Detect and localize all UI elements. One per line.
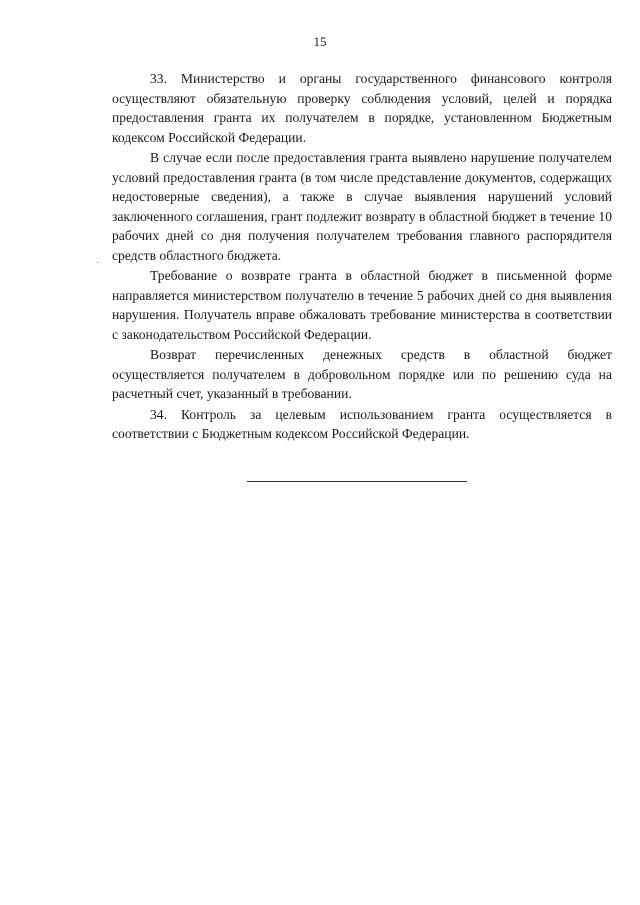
paragraph-34-control: 34. Контроль за целевым использованием гранта осуществляется в соответствии с Бюджетным кодексом Российской Федерации. [112, 406, 612, 441]
paragraph-grant-violation: В случае если после предоставления гранта выявлено нарушение получателем условий предоставления гранта (в том числе представление документов, содержащих недостоверные сведения), а также в случае выявления нарушений условий заключенного соглашения, грант подлежит возврату в областной бюджет в течение 10 рабочих дней со дня получения получателем требования главного распорядителя средств областного бюджета. [112, 150, 612, 263]
page-number: 15 [313, 34, 327, 49]
paragraph-33-inspection: 33. Министерство и органы государственного финансового контроля осуществляют обязательную проверку соблюдения условий, целей и порядка предоставления гранта их получателем в порядке, установленном Бюджетным кодексом Российской Федерации. [112, 71, 612, 145]
scan-speck [97, 262, 98, 263]
paragraph-refund-procedure: Возврат перечисленных денежных средств в областной бюджет осуществляется получателем в добровольном порядке или по решению суда на расчетный счет, указанный в требовании. [112, 347, 612, 401]
end-of-document-line [247, 481, 467, 482]
paragraph-return-demand: Требование о возврате гранта в областной бюджет в письменной форме направляется министерством получателю в течение 5 рабочих дней со дня выявления нарушения. Получатель вправе обжаловать требование министерства в соответствии с законодательством Российской Федерации. [112, 268, 612, 342]
document-body [112, 69, 612, 444]
